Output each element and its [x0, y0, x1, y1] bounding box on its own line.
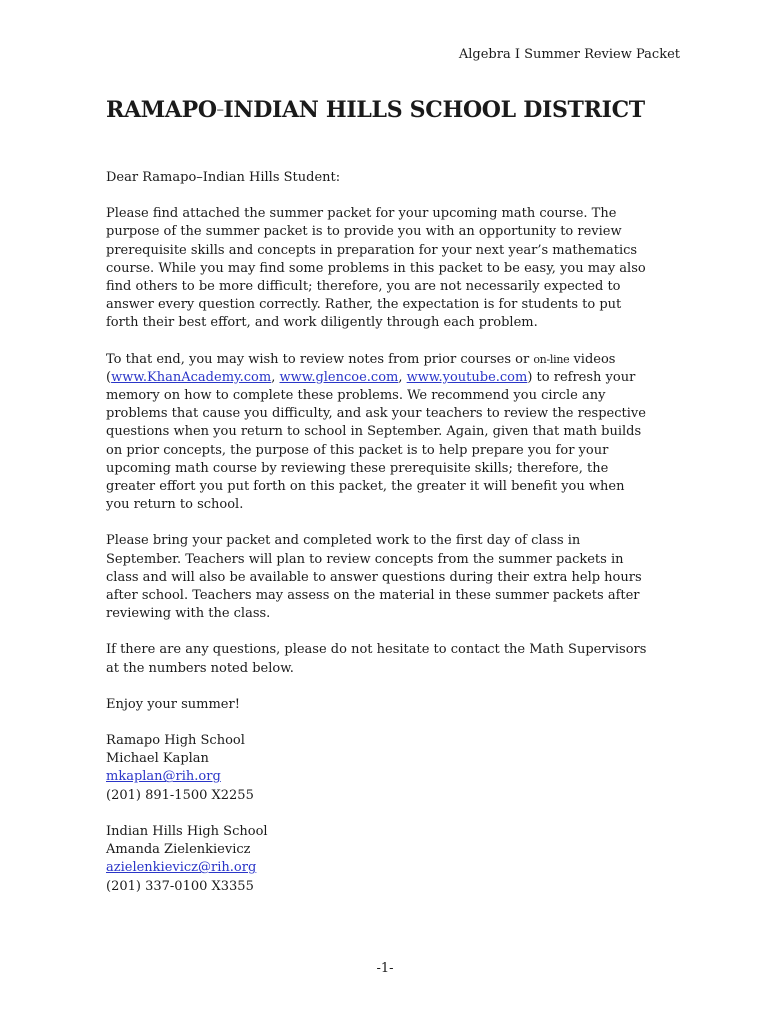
contact-block-ramapo	[106, 732, 651, 805]
closing: Enjoy your summer!	[106, 696, 240, 712]
title-dash: —	[216, 105, 224, 114]
page-number: -1-	[376, 961, 394, 976]
paragraph-purpose: Please find attached the summer packet for your upcoming math course. The purpose of the summer packet is to provide you with an opportunity to review prerequisite skills and concepts in preparation for your next year’s mathematics course. While you may find some problems in this packet to be easy, you may also find others to be more difficult; therefore, you are not necessarily expected to answer every question correctly. Rather, the expectation is for students to put forth their best effort, and work diligently through each problem.	[106, 206, 646, 331]
link-separator: ,	[271, 369, 280, 385]
glencoe-link[interactable]: www.glencoe.com	[279, 369, 399, 385]
online-word: on-line	[533, 352, 570, 366]
resources-rest-text: ) to refresh your memory on how to complete these problems. We recommend you circle any problems that cause you difficulty, and ask your teachers to review the respective questions when you return to school in September. Again, given that math builds on prior concepts, the purpose of this packet is to help prepare you for your upcoming math course by reviewing these prerequisite skills; therefore, the greater effort you put forth on this packet, the greater it will benefit you when you return to school.	[106, 369, 646, 513]
contact-block-indian-hills	[106, 823, 651, 896]
contact-name: Amanda Zielenkievicz	[106, 842, 251, 858]
resources-lead-text: To that end, you may wish to review notes from prior courses or	[106, 351, 534, 367]
khanacademy-link[interactable]: www.KhanAcademy.com	[111, 369, 272, 385]
contact-email-link[interactable]: mkaplan@rih.org	[106, 769, 221, 785]
paragraph-resources	[106, 351, 651, 515]
videos-word: videos	[569, 351, 616, 367]
district-title	[106, 97, 645, 123]
running-header: Algebra I Summer Review Packet	[458, 47, 680, 62]
link-separator: ,	[398, 369, 407, 385]
contact-name: Michael Kaplan	[106, 751, 209, 767]
letter-body	[106, 169, 651, 914]
title-part-indian-hills: INDIAN HILLS SCHOOL DISTRICT	[223, 97, 645, 123]
contact-school: Ramapo High School	[106, 733, 245, 749]
paragraph-bring-packet: Please bring your packet and completed work to the first day of class in September. Teachers will plan to review concepts from the summer packets in class and will also be available to answer questions during their extra help hours after school. Teachers may assess on the material in these summer packets after reviewing with the class.	[106, 533, 642, 622]
title-part-ramapo: RAMAPO	[106, 97, 217, 123]
contact-school: Indian Hills High School	[106, 823, 268, 839]
youtube-link[interactable]: www.youtube.com	[406, 369, 528, 385]
contact-phone: (201) 891-1500 X2255	[106, 787, 254, 803]
contact-phone: (201) 337-0100 X3355	[106, 878, 254, 894]
contact-email-link[interactable]: azielenkievicz@rih.org	[106, 860, 257, 876]
salutation: Dear Ramapo–Indian Hills Student:	[106, 170, 341, 185]
open-paren: (	[106, 369, 112, 385]
paragraph-questions: If there are any questions, please do not hesitate to contact the Math Supervisors at the numbers noted below.	[106, 642, 647, 676]
